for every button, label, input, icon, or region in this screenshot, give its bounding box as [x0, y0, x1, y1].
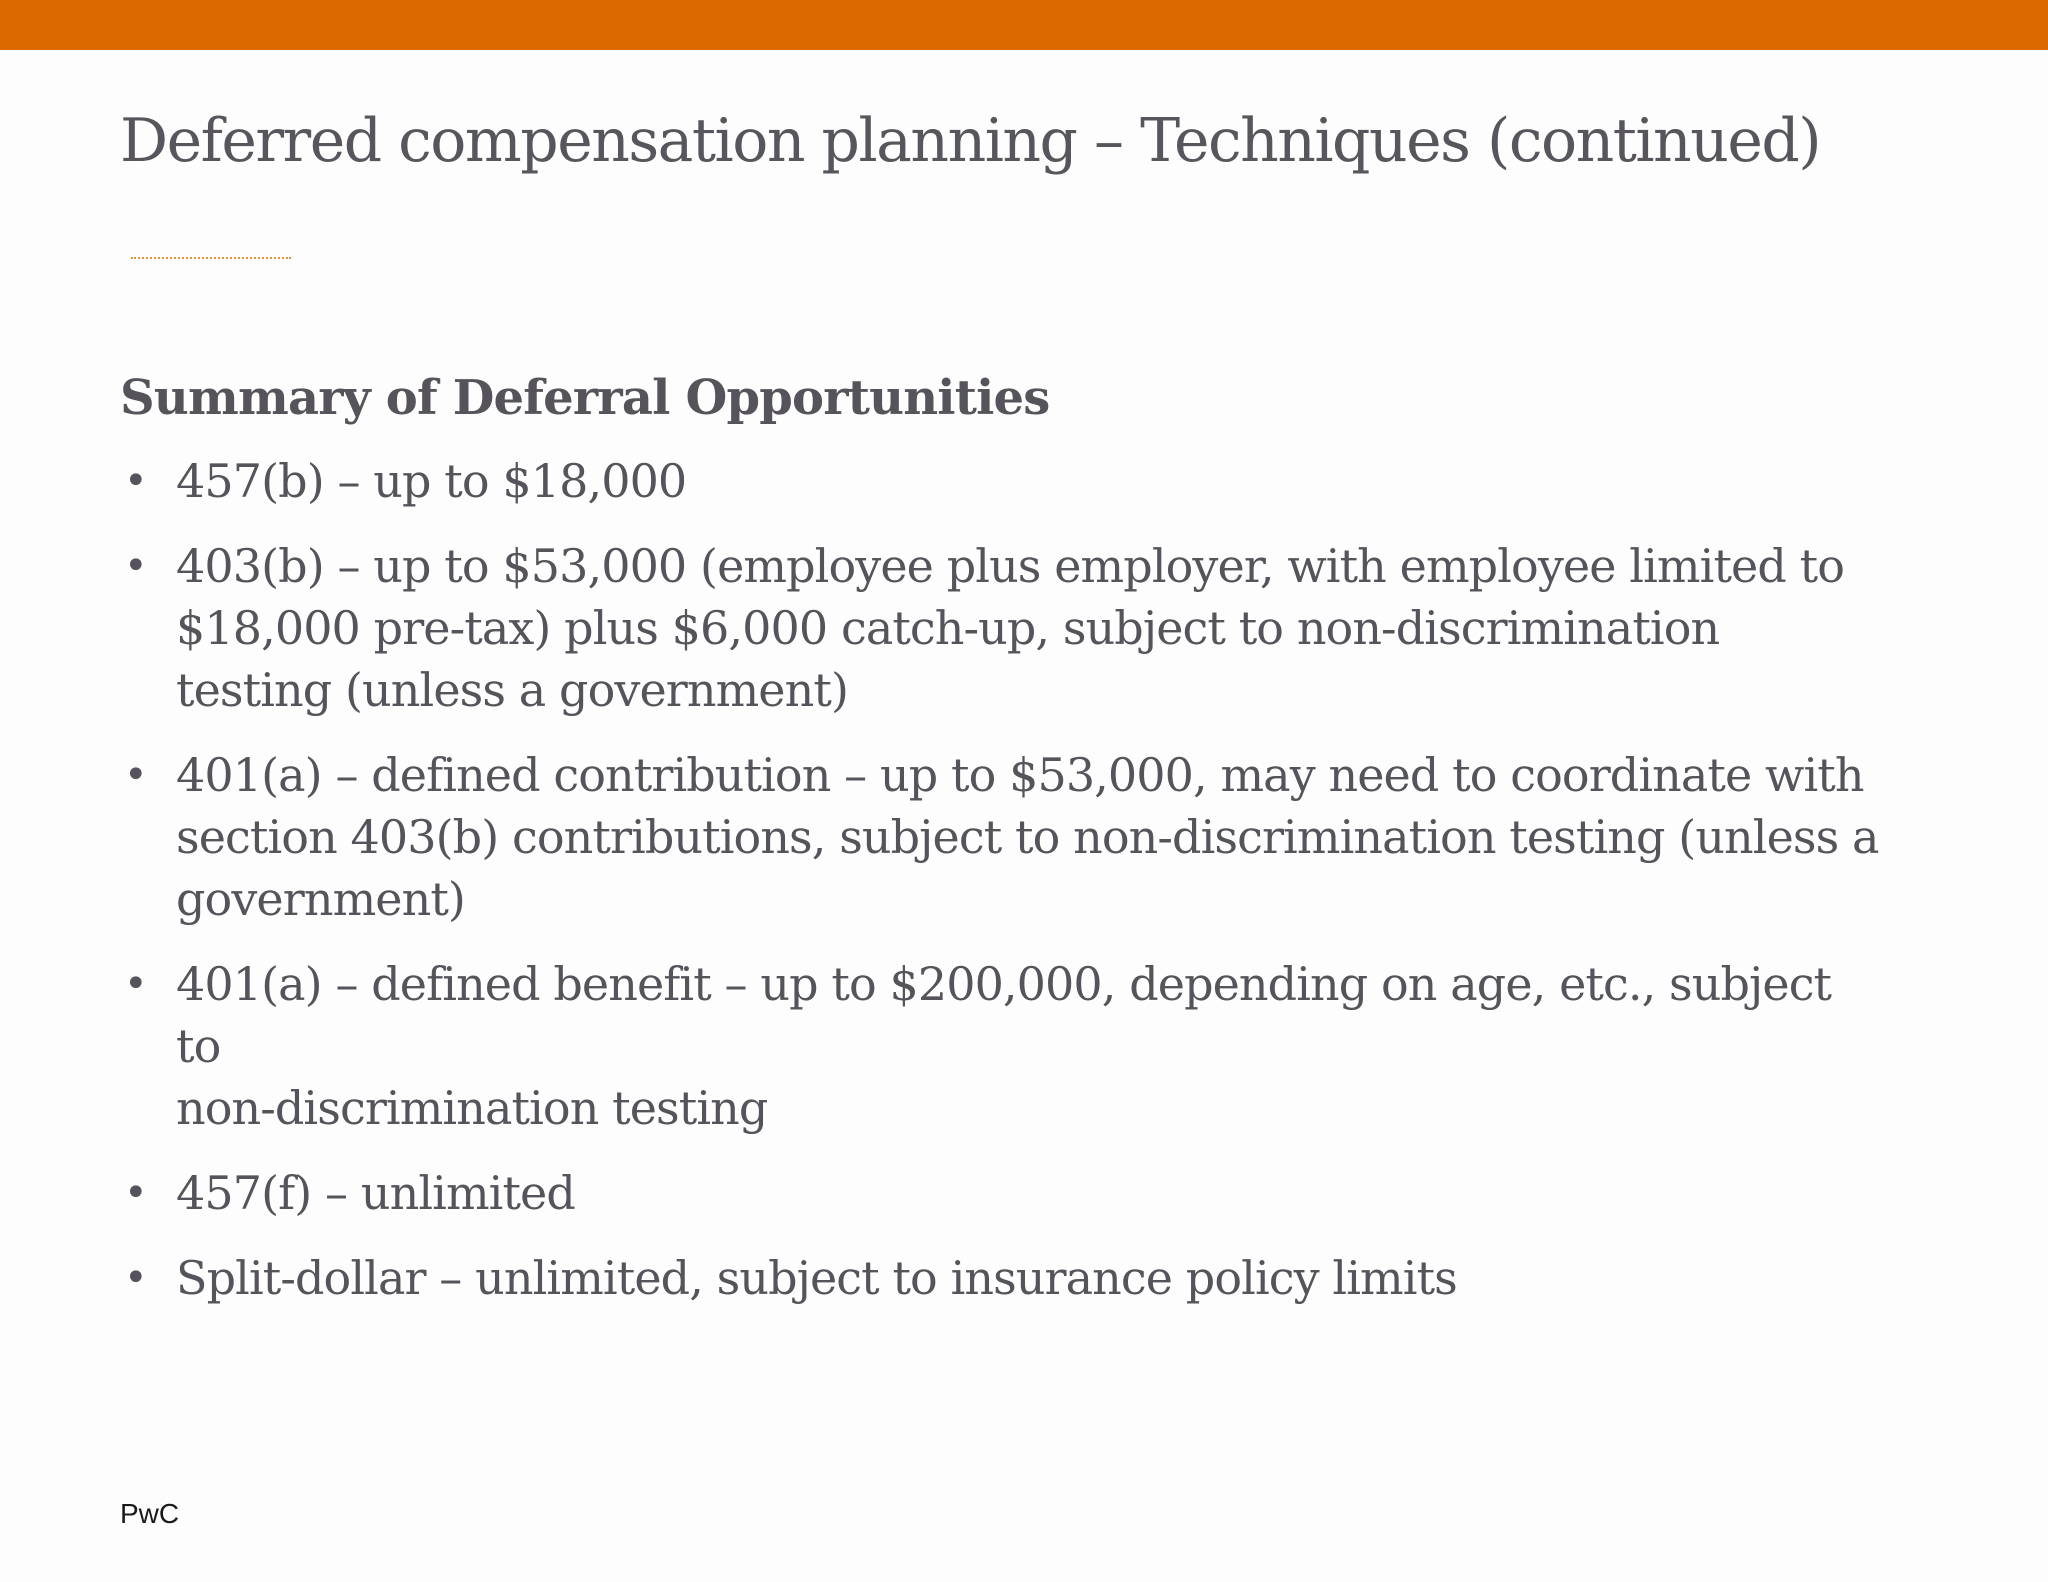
bullet-line: 457(f) – unlimited — [176, 1166, 575, 1220]
bullet-text — [176, 1247, 1940, 1309]
bullet-icon: • — [124, 1255, 147, 1301]
slide-title: Deferred compensation planning – Techniques (continued) — [120, 106, 1821, 176]
bullet-text — [176, 535, 1940, 721]
bullet-item — [120, 450, 1940, 512]
bullet-item — [120, 744, 1940, 930]
bullet-item — [120, 535, 1940, 721]
bullet-icon: • — [124, 543, 147, 589]
bullet-text — [176, 1162, 1940, 1224]
title-accent-rule — [131, 257, 291, 259]
bullet-line: section 403(b) contributions, subject to non-discrimination testing (unless a — [176, 810, 1879, 864]
deferral-opportunities-list — [120, 450, 1940, 1332]
bullet-icon: • — [124, 1170, 147, 1216]
bullet-text — [176, 744, 1940, 930]
bullet-line: 457(b) – up to $18,000 — [176, 454, 687, 508]
bullet-line: 401(a) – defined benefit – up to $200,000, depending on age, etc., subject — [176, 957, 1832, 1011]
bullet-text — [176, 450, 1940, 512]
brand-color-bar — [0, 0, 2048, 50]
bullet-line: to — [176, 1019, 221, 1073]
footer-brand-label: PwC — [120, 1498, 180, 1529]
bullet-item — [120, 953, 1940, 1139]
bullet-text — [176, 953, 1940, 1139]
bullet-icon: • — [124, 458, 147, 504]
bullet-line: testing (unless a government) — [176, 663, 848, 717]
bullet-item — [120, 1247, 1940, 1309]
bullet-line: 403(b) – up to $53,000 (employee plus employer, with employee limited to — [176, 539, 1844, 593]
bullet-line: Split-dollar – unlimited, subject to insurance policy limits — [176, 1251, 1457, 1305]
bullet-line: 401(a) – defined contribution – up to $53,000, may need to coordinate with — [176, 748, 1864, 802]
bullet-line: $18,000 pre-tax) plus $6,000 catch-up, subject to non-discrimination — [176, 601, 1720, 655]
bullet-item — [120, 1162, 1940, 1224]
bullet-icon: • — [124, 752, 147, 798]
bullet-icon: • — [124, 961, 147, 1007]
bullet-line: non-discrimination testing — [176, 1081, 768, 1135]
bullet-line: government) — [176, 872, 465, 926]
section-heading: Summary of Deferral Opportunities — [120, 370, 1050, 426]
